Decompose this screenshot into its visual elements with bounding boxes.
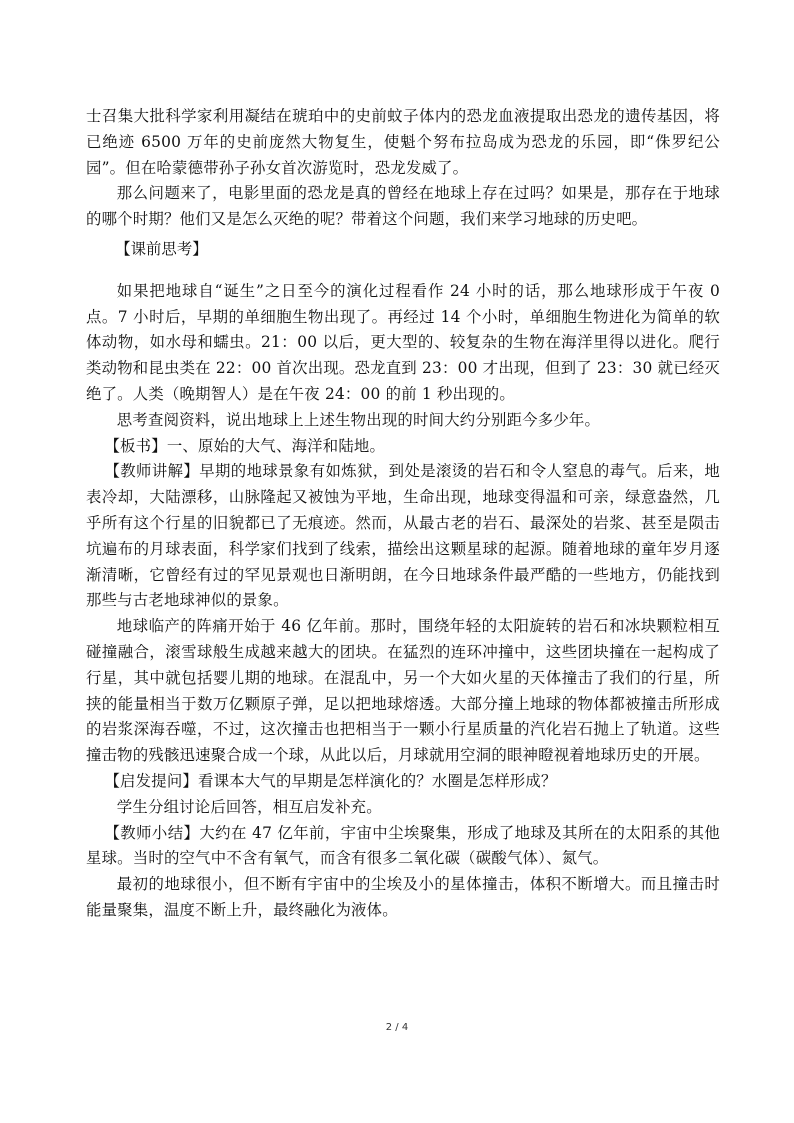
paragraph-group-discussion: 学生分组讨论后回答，相互启发补充。: [116, 797, 382, 816]
paragraph-board: [86, 434, 720, 460]
teacher-summary-text: 大约在 47 亿年前，宇宙中尘埃聚集，形成了地球及其所在的太阳系的其他星球。当时的空气中不含有氧气，而含有很多二氧化碳（碳酸气体）、氮气。: [86, 823, 720, 868]
teacher-explain-tag: 【教师讲解】: [104, 462, 200, 481]
paragraph-timeline: 如果把地球自“诞生”之日至今的演化过程看作 24 小时的话，那么地球形成于午夜 0 点。7 小时后，早期的单细胞生物出现了。再经过 14 个小时，单细胞生物进化为简单的软体动物，如水母和蠕虫。21：00 以后，更大型的、较复杂的生物在海洋里得以进化。爬行类动物和昆虫类在 22：00 首次出现。恐龙直到 23：00 才出现，但到了 23：30 就已经灭绝了。人类（晚期智人）是在午夜 24：00 的前 1 秒出现的。: [86, 281, 720, 403]
inspire-question-text: 看课本大气的早期是怎样演化的？水圈是怎样形成？: [198, 771, 557, 790]
inspire-question-tag: 【启发提问】: [104, 771, 199, 790]
board-tag: 【板书】: [104, 436, 167, 455]
paragraph-question: 那么问题来了，电影里面的恐龙是真的曾经在地球上存在过吗？如果是，那存在于地球的哪个时期？他们又是怎么灭绝的呢？带着这个问题，我们来学习地球的历史吧。: [86, 184, 720, 229]
paragraph-inspire-question: [86, 769, 720, 795]
paragraph-earliest-earth: 最初的地球很小，但不断有宇宙中的尘埃及小的星体撞击，体积不断增大。而且撞击时能量聚集，温度不断上升，最终融化为液体。: [86, 875, 720, 919]
section-heading-pre-class-thinking: 【课前思考】: [115, 239, 208, 258]
board-text: 一、原始的大气、海洋和陆地。: [166, 436, 386, 455]
paragraph-think-task: 思考查阅资料，说出地球上上述生物出现的时间大约分别距今多少年。: [116, 410, 601, 429]
paragraph-intro-continued: 士召集大批科学家利用凝结在琥珀中的史前蚊子体内的恐龙血液提取出恐龙的遗传基因，将已绝迹 6500 万年的史前庞然大物复生，使魁个努布拉岛成为恐龙的乐园，即“侏罗纪公园”。但在哈蒙德带孙子孙女首次游览时，恐龙发威了。: [86, 107, 720, 177]
paragraph-teacher-summary: [86, 821, 720, 873]
document-body: [86, 104, 720, 924]
paragraph-earth-birth: 地球临产的阵痛开始于 46 亿年前。那时，围绕年轻的太阳旋转的岩石和冰块颗粒相互碰撞融合，滚雪球般生成越来越大的团块。在猛烈的连环冲撞中，这些团块撞在一起构成了行星，其中就包括婴儿期的地球。在混乱中，另一个大如火星的天体撞击了我们的行星，所挟的能量相当于数万亿颗原子弹，足以把地球熔透。大部分撞上地球的物体都被撞击所形成的岩浆深海吞噬，不过，这次撞击也把相当于一颗小行星质量的汽化岩石抛上了轨道。这些撞击物的残骸迅速聚合成一个球，从此以后，月球就用空洞的眼神瞪视着地球历史的开展。: [86, 617, 720, 765]
page-number: 2 / 4: [385, 1022, 409, 1033]
teacher-summary-tag: 【教师小结】: [104, 823, 200, 842]
teacher-explain-text: 早期的地球景象有如炼狱，到处是滚烫的岩石和令人窒息的毒气。后来，地表冷却，大陆漂移，山脉隆起又被蚀为平地，生命出现，地球变得温和可亲，绿意盎然，几乎所有这个行星的旧貌都已了无痕迹。然而，从最古老的岩石、最深处的岩浆、甚至是陨击坑遍布的月球表面，科学家们找到了线索，描绘出这颗星球的起源。随着地球的童年岁月逐渐清晰，它曾经有过的罕见景观也日渐明朗，在今日地球条件最严酷的一些地方，仍能找到那些与古老地球神似的景象。: [86, 462, 720, 610]
paragraph-teacher-explain: [86, 459, 720, 614]
